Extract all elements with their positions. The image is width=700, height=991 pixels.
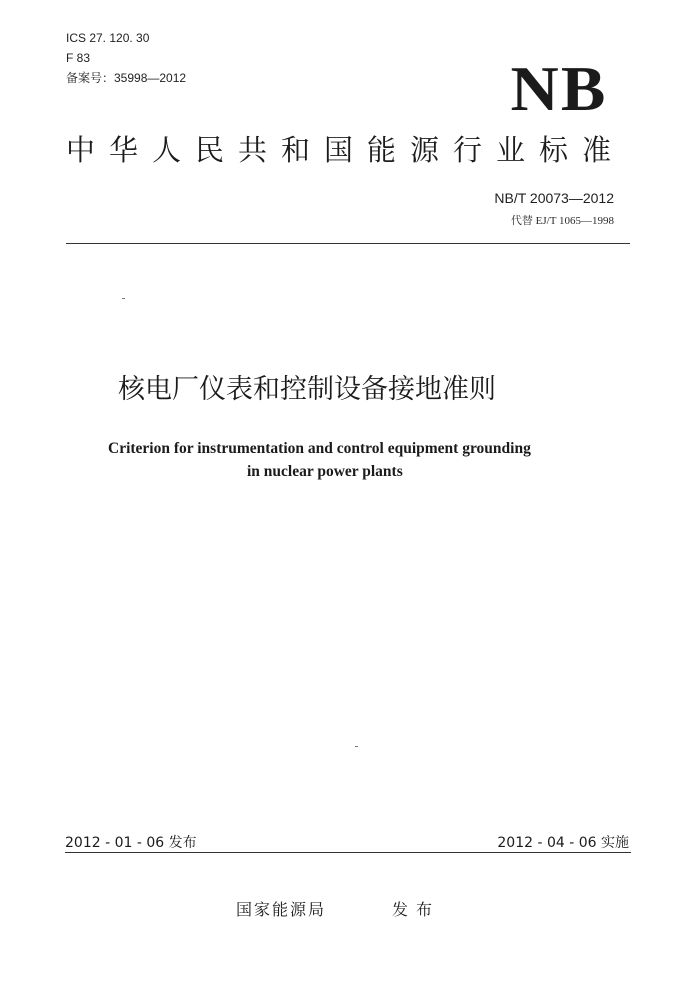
implementation-date: 2012 - 04 - 06 实施 bbox=[497, 835, 629, 851]
scan-speck bbox=[122, 298, 125, 299]
nb-logo: NB bbox=[510, 54, 608, 124]
standard-code: NB/T 20073—2012 bbox=[494, 190, 614, 206]
document-title-chinese: 核电厂仪表和控制设备接地准则 bbox=[118, 374, 496, 405]
issue-label: 发布 bbox=[392, 900, 441, 919]
issue-date: 2012 - 01 - 06 发布 bbox=[65, 835, 197, 851]
ics-code: ICS 27. 120. 30 bbox=[66, 31, 150, 45]
classification-code: F 83 bbox=[66, 51, 91, 65]
document-title-english-line2: in nuclear power plants bbox=[247, 463, 403, 480]
standard-type-heading: 中华人民共和国能源行业标准 bbox=[66, 133, 626, 167]
document-title-english-line1: Criterion for instrumentation and control equipment grounding bbox=[108, 440, 531, 457]
issuing-authority: 国家能源局 bbox=[236, 900, 327, 919]
footer-divider bbox=[65, 852, 631, 853]
header-divider bbox=[66, 243, 630, 244]
replaces-standard: 代替 EJ/T 1065—1998 bbox=[510, 215, 614, 227]
scan-speck bbox=[355, 746, 358, 747]
filing-number: 备案号：35998—2012 bbox=[66, 71, 187, 85]
